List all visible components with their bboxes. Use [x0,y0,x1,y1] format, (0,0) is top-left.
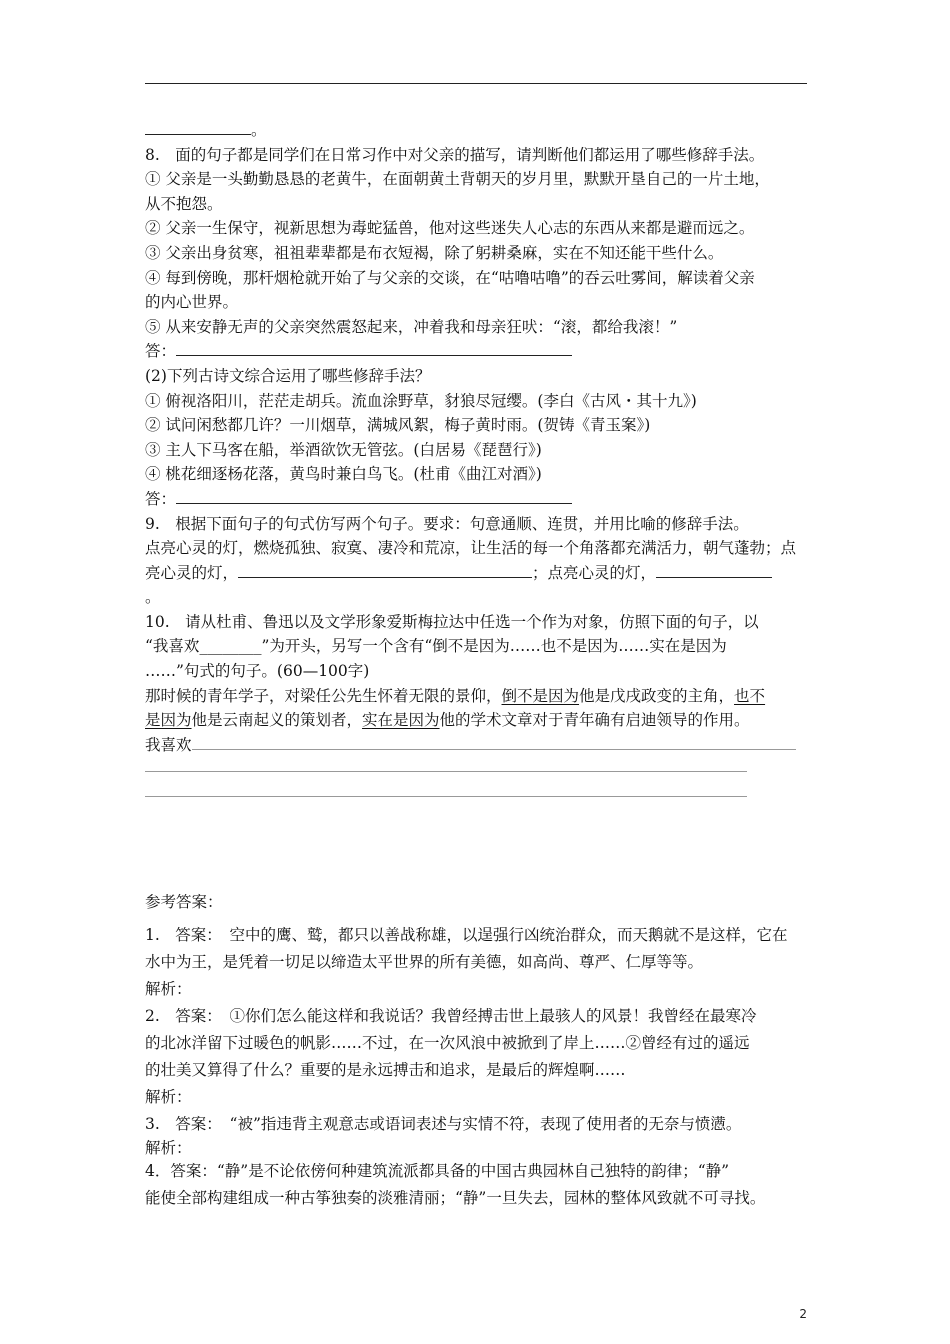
q8-title: 8. 面的句子都是同学们在日常习作中对父亲的描写，请判断他们都运用了哪些修辞手法。 [145,145,765,164]
analysis-label: 解析： [145,1138,192,1157]
q9-line-3: 。 [145,588,161,607]
q8-item-5: ⑤ 从来安静无声的父亲突然震怒起来，冲着我和母亲狂吠：“滚，都给我滚！” [145,317,678,336]
analysis-label: 解析： [145,979,192,998]
writing-line-row [145,782,810,807]
writing-line[interactable] [192,734,796,750]
q10-example-line-1: 那时候的青年学子，对梁任公先生怀着无限的景仰，倒不是因为他是戊戌政变的主角，也不 [145,686,766,705]
answer-section [145,889,810,1212]
answer-2-line-3: 的壮美又算得了什么？重要的是永远搏击和追求，是最后的辉煌啊…… [145,1060,626,1079]
answer-4-line-1: 4．答案：“静”是不论依傍何种建筑流派都具备的中国古典园林自己独特的韵律；“静” [145,1161,730,1180]
answer-blank[interactable] [656,562,772,578]
answer-2-line-1: 2. 答案： ①你们怎么能这样和我说话？我曾经搏击世上最骇人的风景！我曾经在最寒冷 [145,1006,757,1025]
poem-4: ④ 桃花细逐杨花落，黄鸟时兼白鸟飞。(杜甫《曲江对酒》) [145,465,542,484]
q8-sub-title: (2)下列古诗文综合运用了哪些修辞手法？ [145,366,431,385]
poem-1: ① 俯视洛阳川，茫茫走胡兵。流血涂野草，豺狼尽冠缨。(李白《古风・其十九》) [145,391,697,410]
q8-item-4: ④ 每到傍晚，那杆烟枪就开始了与父亲的交谈，在“咕噜咕噜”的吞云吐雾间，解读着父亲 [145,268,755,287]
answer-3: 3. 答案： “被”指违背主观意志或语词表述与实情不符，表现了使用者的无奈与愤懑。 [145,1114,742,1133]
q8-item-2: ② 父亲一生保守，视新思想为毒蛇猛兽，他对这些迷失人心志的东西从来都是避而远之。 [145,219,755,238]
q10-example-line-2: 是因为他是云南起义的策划者，实在是因为他的学术文章对于青年确有启迪领导的作用。 [145,711,750,730]
q8-answer-line: 答： [145,339,810,364]
q9-title: 9. 根据下面句子的句式仿写两个句子。要求：句意通顺、连贯，并用比喻的修辞手法。 [145,514,749,533]
writing-line-row [145,757,810,782]
answer-2-line-2: 的北冰洋留下过暖色的帆影……不过，在一次风浪中被掀到了岸上……②曾经有过的遥远 [145,1033,750,1052]
answer-blank[interactable] [176,340,572,356]
analysis-label: 解析： [145,1087,192,1106]
header-rule [145,83,807,84]
answer-blank[interactable] [176,488,572,504]
q10-line-2: “我喜欢________”为开头，另写一个含有“倒不是因为……也不是因为……实在是因为 [145,637,727,656]
answers-heading: 参考答案： [145,892,223,911]
poem-3: ③ 主人下马客在船，举酒欲饮无管弦。(白居易《琵琶行》) [145,440,542,459]
answer-blank[interactable] [145,119,251,135]
q8-item-1: ① 父亲是一头勤勤恳恳的老黄牛，在面朝黄土背朝天的岁月里，默默开垦自己的一片土地， [145,170,770,189]
answer-1-line-2: 水中为王，是凭着一切足以缔造太平世界的所有美德，如高尚、尊严、仁厚等等。 [145,952,704,971]
q8-item-4-cont: 的内心世界。 [145,293,239,312]
writing-line[interactable] [145,796,747,797]
q8-item-3: ③ 父亲出身贫寒，祖祖辈辈都是布衣短褐，除了躬耕桑麻，实在不知还能干些什么。 [145,243,724,262]
q9-line-1: 点亮心灵的灯，燃烧孤独、寂寞、凄冷和荒凉，让生活的每一个角落都充满活力，朝气蓬勃；点 [145,539,797,558]
q10-write-line: 我喜欢 [145,733,810,758]
answer-blank[interactable] [238,562,532,578]
q8-item-1-cont: 从不抱怨。 [145,194,223,213]
answer-1-line-1: 1. 答案： 空中的鹰、鹫，都只以善战称雄，以逞强行凶统治群众，而天鹅就不是这样，它在 [145,925,788,944]
page-content [145,118,810,1212]
q8-answer-line-2: 答： [145,487,810,512]
page-number: 2 [799,1307,807,1321]
writing-line[interactable] [145,771,747,772]
answer-4-line-2: 能使全部构建组成一种古筝独奏的淡雅清丽；“静”一旦失去，园林的整体风致就不可寻找。 [145,1188,766,1207]
q9-line-2: 亮心灵的灯， ；点亮心灵的灯， [145,561,810,586]
q10-line-3: ……”句式的句子。(60—100字) [145,662,370,681]
q10-title: 10. 请从杜甫、鲁迅以及文学形象爱斯梅拉达中任选一个作为对象，仿照下面的句子，以 [145,612,759,631]
poem-2: ② 试问闲愁都几许？一川烟草，满城风絮，梅子黄时雨。(贺铸《青玉案》) [145,416,651,435]
carryover-blank-line: 。 [145,118,810,143]
